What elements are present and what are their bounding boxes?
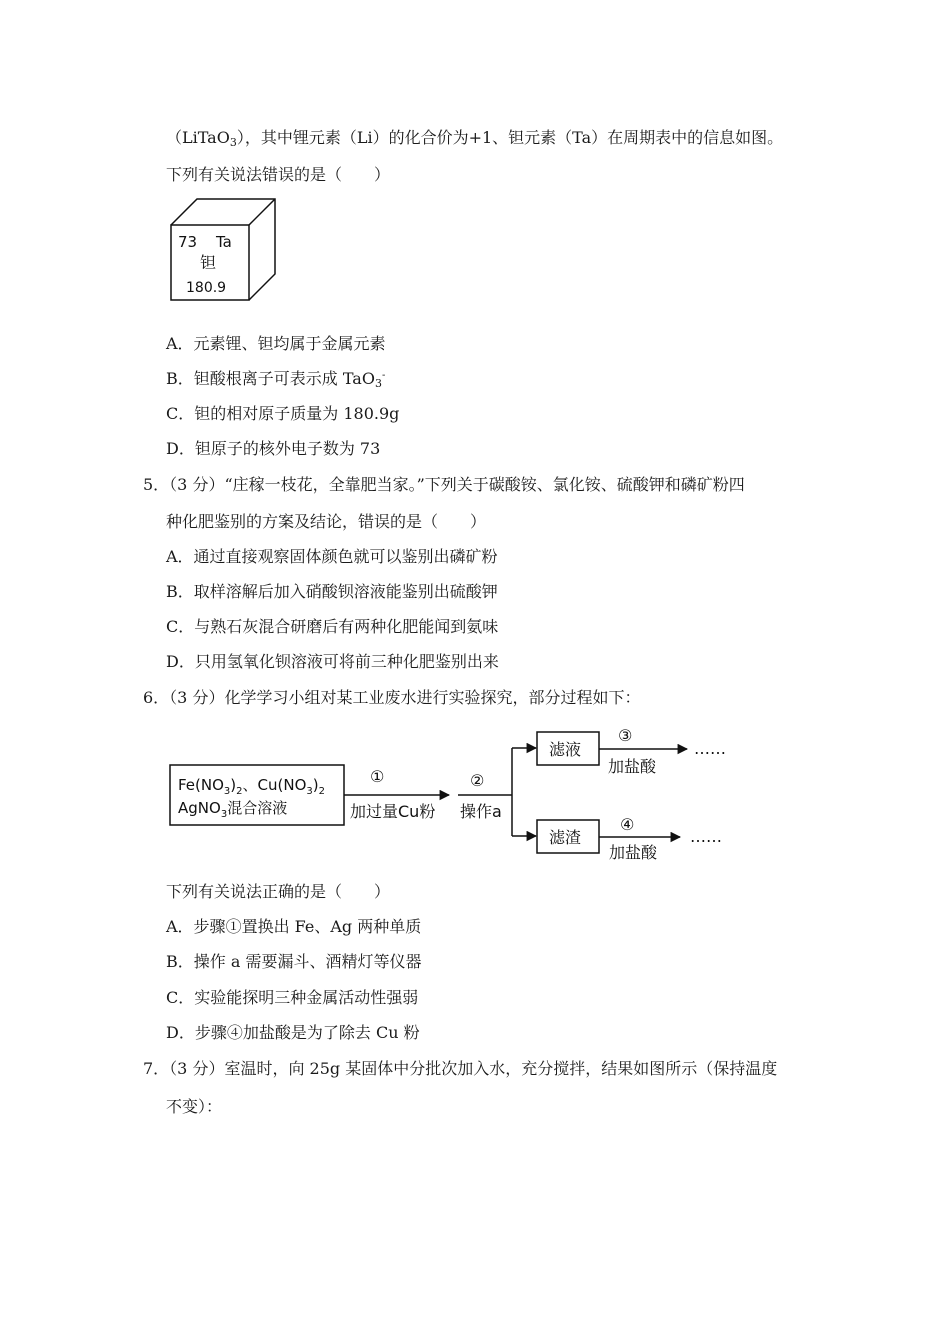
step1-label: 加过量Cu粉 [350, 802, 436, 821]
step4-label: 加盐酸 [609, 843, 658, 862]
step2-label: 操作a [460, 802, 502, 821]
solution-line-1: $Fe(NO_3)_2$、$Cu(NO_3)_2$ [178, 776, 326, 797]
q4-prompt: 下列有关说法错误的是（ ） [166, 165, 391, 184]
q6-stem: 6．（3 分）化学学习小组对某工业废水进行实验探究，部分过程如下： [143, 688, 641, 707]
process-flow-diagram [166, 722, 746, 862]
q4-option-a: A．元素锂、钽均属于金属元素 [166, 334, 386, 353]
q6-option-b: B．操作 a 需要漏斗、酒精灯等仪器 [166, 952, 422, 971]
step1-number: ① [370, 767, 385, 786]
q6-prompt: 下列有关说法正确的是（ ） [166, 882, 391, 901]
q5-option-c: C．与熟石灰混合研磨后有两种化肥能闻到氨味 [166, 617, 499, 636]
q4-option-b: B．钽酸根离子可表示成 TaO$_3$- [166, 369, 386, 390]
card-edge [249, 199, 275, 225]
element-name: 钽 [200, 253, 217, 272]
q4-option-c: C．钽的相对原子质量为 180.9g [166, 404, 400, 423]
q5-option-b: B．取样溶解后加入硝酸钡溶液能鉴别出硫酸钾 [166, 582, 498, 601]
q6-option-d: D．步骤④加盐酸是为了除去 Cu 粉 [166, 1023, 420, 1042]
q4-stem-line: （LiTaO$_3$），其中锂元素（Li）的化合价为+1、钽元素（Ta）在周期表中的信息如图。 [166, 128, 784, 149]
element-symbol: Ta [216, 233, 232, 251]
q5-stem-line-2: 种化肥鉴别的方案及结论，错误的是（ ） [166, 512, 487, 531]
filtrate-ellipsis: …… [694, 739, 726, 758]
step4-number: ④ [620, 815, 635, 834]
step2-number: ② [470, 771, 485, 790]
residue-label: 滤渣 [549, 828, 582, 847]
solution-line-2: AgNO$_3$混合溶液 [178, 799, 288, 820]
residue-ellipsis: …… [690, 827, 722, 846]
q5-stem-line-1: 5．（3 分）“庄稼一枝花，全靠肥当家。”下列关于碳酸铵、氯化铵、硫酸钾和磷矿粉四 [143, 475, 745, 494]
step3-number: ③ [618, 726, 633, 745]
q4-option-d: D．钽原子的核外电子数为 73 [166, 439, 381, 458]
element-card-figure [166, 196, 282, 304]
q7-stem-line-1: 7．（3 分）室温时，向 25g 某固体中分批次加入水，充分搅拌，结果如图所示（保持温度 [143, 1059, 778, 1078]
q6-option-a: A．步骤①置换出 Fe、Ag 两种单质 [166, 917, 422, 936]
step3-label: 加盐酸 [608, 757, 657, 776]
q7-stem-line-2: 不变）： [166, 1097, 223, 1116]
element-mass: 180.9 [186, 280, 227, 296]
element-number: 73 [178, 233, 198, 251]
q5-option-d: D．只用氢氧化钡溶液可将前三种化肥鉴别出来 [166, 652, 499, 671]
q5-option-a: A．通过直接观察固体颜色就可以鉴别出磷矿粉 [166, 547, 498, 566]
filtrate-label: 滤液 [549, 740, 582, 759]
q6-option-c: C．实验能探明三种金属活动性强弱 [166, 988, 419, 1007]
